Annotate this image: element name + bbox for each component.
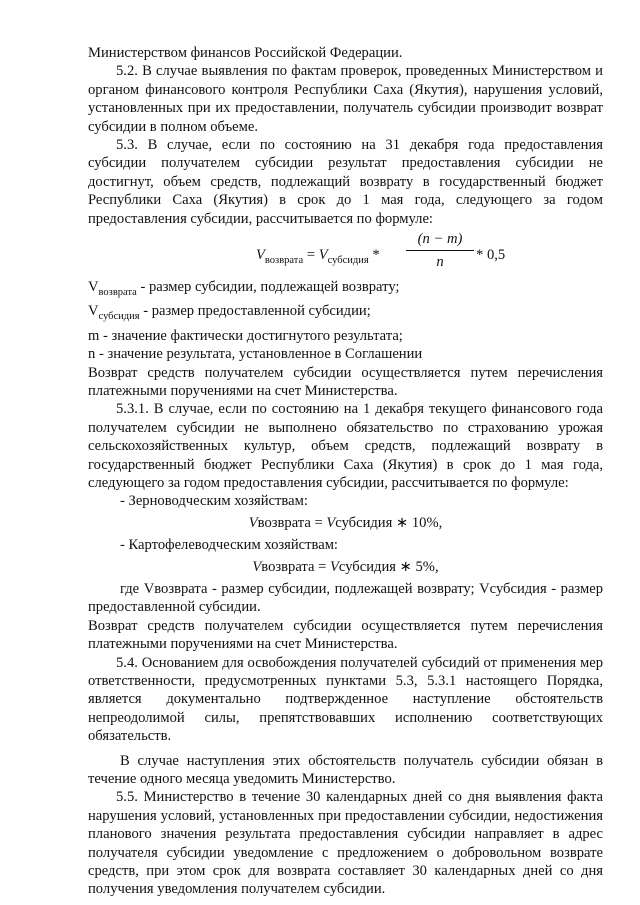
paragraph-5-2: 5.2. В случае выявления по фактам проверок, проведенных Министерством и органом финансового контроля Республики Саха (Якутия), нарушения условий, установленных при их предоставлении, получатель субсидии производит возврат субсидии в полном объеме. — [88, 63, 603, 135]
document-page — [88, 44, 603, 899]
paragraph-5-4: 5.4. Основанием для освобождения получателей субсидий от применения мер ответственности, предусмотренных пунктами 5.3, 5.3.1 настоящего Порядка, является документально подтвержденное наступление обстоятельств непреодолимой силы, препятствовавших исполнению соответствующих обязательств. — [88, 654, 603, 745]
bullet-potato-farms: - Картофелеводческим хозяйствам: — [120, 537, 338, 554]
bullet-grain-farms: - Зерноводческим хозяйствам: — [120, 493, 308, 510]
paragraph-notification: В случае наступления этих обстоятельств получатель субсидии обязан в течение одного месяца уведомить Министерство. — [88, 752, 603, 788]
definition-n: n - значение результата, установленное в Соглашении — [88, 346, 423, 363]
definition-m: m - значение фактически достигнутого результата; — [88, 327, 403, 344]
formula-tail: * 0,5 — [476, 247, 506, 264]
definition-v-refund: $V_{возврата}$ - размер субсидии, подлежащей возврату; — [88, 279, 400, 298]
formula-grain: Vвозврата = Vсубсидия ∗ 10%, — [248, 514, 443, 531]
paragraph-5-3-1: 5.3.1. В случае, если по состоянию на 1 декабря текущего финансового года получателем субсидии не выполнено обязательство по страхованию урожая сельскохозяйственных культур, объем средств, подлежащий возврату в государственный бюджет Республики Саха (Якутия) в срок до 1 мая года, следующего за годом предоставления субсидии, рассчитывается по формуле: — [88, 401, 603, 491]
formula-lhs: $V_{возврата} = V_{субсидия}$ * — [256, 247, 380, 266]
paragraph-where: где Vвозврата - размер субсидии, подлежащей возврату; Vсубсидия - размер предоставленной субсидии. — [88, 580, 603, 616]
paragraph-5-3: 5.3. В случае, если по состоянию на 31 декабря года предоставления субсидии получателем субсидии результат предоставления субсидии не достигнут, объем средств, подлежащий возврату в государственный бюджет Республики Саха (Якутия) в срок до 1 мая года, следующего за годом предоставления субсидии, рассчитывается по формуле: — [88, 137, 603, 227]
definition-v-subsidy: $V_{субсидия}$ - размер предоставленной субсидии; — [88, 303, 371, 323]
paragraph-continuation: Министерством финансов Российской Федерации. — [88, 45, 403, 61]
paragraph-refund-method-2: Возврат средств получателем субсидии осуществляется путем перечисления платежными поручениями на счет Министерства. — [88, 617, 603, 653]
fraction-denominator: n — [436, 254, 444, 271]
fraction-numerator: (n − m) — [406, 230, 474, 251]
paragraph-5-5: 5.5. Министерство в течение 30 календарных дней со дня выявления факта нарушения условий, установленных при предоставлении субсидии, недостижения планового значения результата предоставления субсидии направляет в адрес получателя субсидии уведомление с предложением о добровольном возврате средств, при этом срок для возврата составляет 30 календарных дней со дня получения уведомления получателем субсидии. — [88, 789, 603, 898]
paragraph-refund-method: Возврат средств получателем субсидии осуществляется путем перечисления платежными поручениями на счет Министерства. — [88, 364, 603, 399]
formula-potato: Vвозврата = Vсубсидия ∗ 5%, — [252, 558, 439, 575]
formula-fraction — [406, 230, 474, 272]
formula-refund — [88, 230, 603, 276]
